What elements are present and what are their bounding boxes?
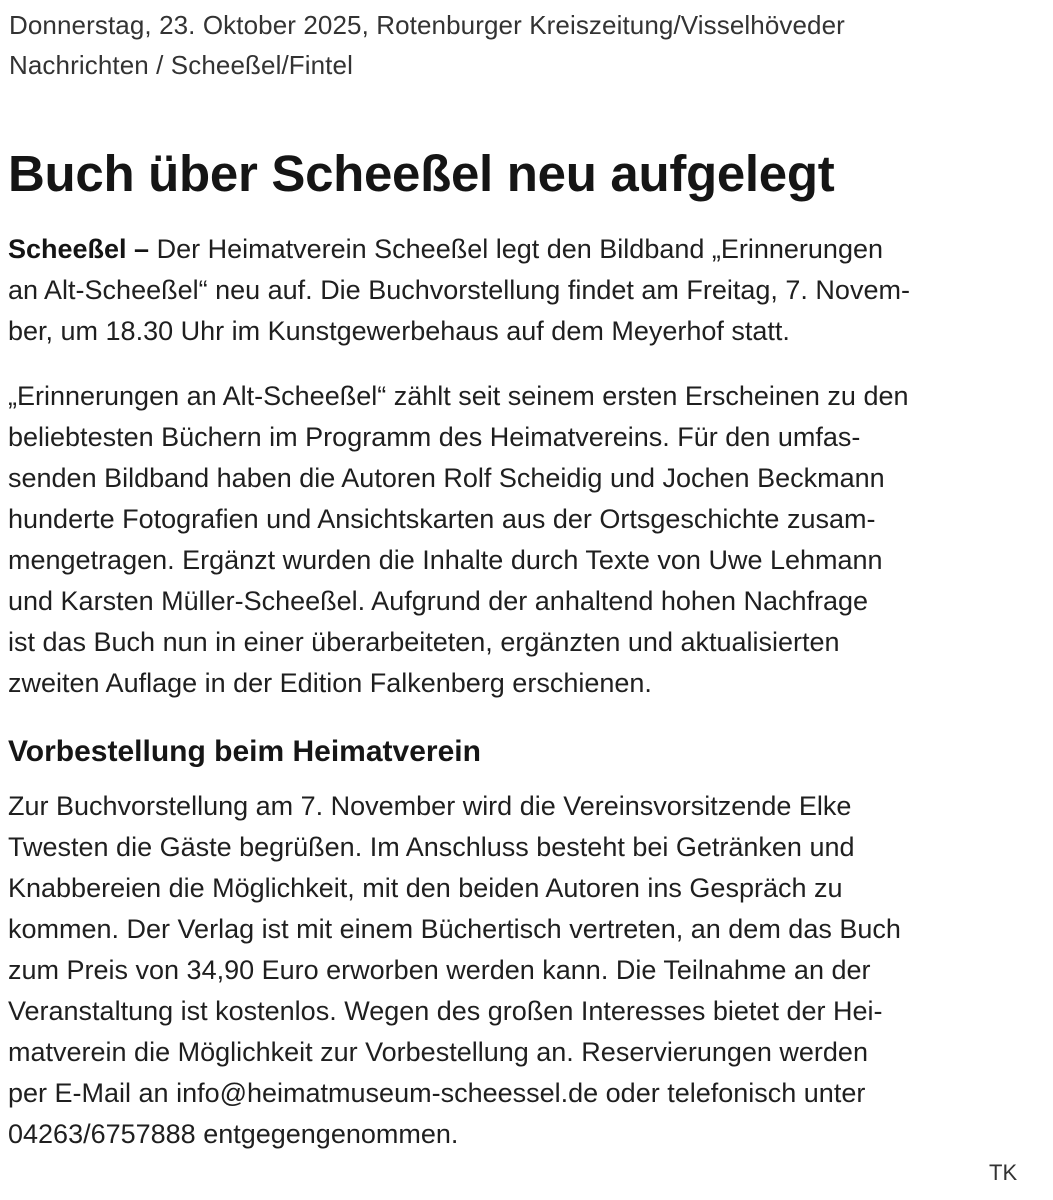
paragraph1-line-7: ist das Buch nun in einer überarbeiteten, ergänzten und aktualisierten	[8, 627, 840, 657]
paragraph2-line-5: zum Preis von 34,90 Euro erworben werden kann. Die Teilnahme an der	[8, 955, 871, 985]
article-headline: Buch über Scheeßel neu aufgelegt	[8, 145, 835, 202]
paragraph1-line-2: beliebtesten Büchern im Programm des Heimatvereins. Für den umfas-	[8, 422, 861, 452]
author-initials: TK	[989, 1160, 1018, 1185]
paragraph2-line-9: 04263/6757888 entgegengenommen.	[8, 1119, 459, 1149]
paragraph1-line-5: mengetragen. Ergänzt wurden die Inhalte durch Texte von Uwe Lehmann	[8, 545, 883, 575]
paragraph2-line-6: Veranstaltung ist kostenlos. Wegen des großen Interesses bietet der Hei-	[8, 996, 883, 1026]
lead-text-1: Der Heimatverein Scheeßel legt den Bildband „Erinnerungen	[149, 234, 883, 264]
publication-info-line-2: Nachrichten / Scheeßel/Fintel	[9, 50, 353, 80]
lead-line-3: ber, um 18.30 Uhr im Kunstgewerbehaus auf dem Meyerhof statt.	[8, 316, 790, 346]
paragraph2-line-1: Zur Buchvorstellung am 7. November wird die Vereinsvorsitzende Elke	[8, 791, 852, 821]
paragraph2-line-2: Twesten die Gäste begrüßen. Im Anschluss besteht bei Getränken und	[8, 832, 855, 862]
paragraph1-line-4: hunderte Fotografien und Ansichtskarten aus der Ortsgeschichte zusam-	[8, 504, 876, 534]
paragraph2-line-7: matverein die Möglichkeit zur Vorbestellung an. Reservierungen werden	[8, 1037, 868, 1067]
lead-line-2: an Alt-Scheeßel“ neu auf. Die Buchvorstellung findet am Freitag, 7. Novem-	[8, 275, 910, 305]
publication-info-line-1: Donnerstag, 23. Oktober 2025, Rotenburger Kreiszeitung/Visselhöveder	[9, 10, 845, 40]
paragraph2-line-8: per E-Mail an info@heimatmuseum-scheessel.de oder telefonisch unter	[8, 1078, 866, 1108]
paragraph2-line-3: Knabbereien die Möglichkeit, mit den beiden Autoren ins Gespräch zu	[8, 873, 843, 903]
paragraph2-line-4: kommen. Der Verlag ist mit einem Büchertisch vertreten, an dem das Buch	[8, 914, 901, 944]
paragraph1-line-6: und Karsten Müller-Scheeßel. Aufgrund der anhaltend hohen Nachfrage	[8, 586, 869, 616]
paragraph1-line-1: „Erinnerungen an Alt-Scheeßel“ zählt seit seinem ersten Erscheinen zu den	[8, 381, 909, 411]
lead-line-1	[8, 229, 883, 269]
paragraph1-line-3: senden Bildband haben die Autoren Rolf Scheidig und Jochen Beckmann	[8, 463, 885, 493]
dateline: Scheeßel –	[8, 234, 150, 264]
paragraph1-line-8: zweiten Auflage in der Edition Falkenberg erschienen.	[8, 668, 652, 698]
article-subheading: Vorbestellung beim Heimatverein	[8, 735, 481, 768]
